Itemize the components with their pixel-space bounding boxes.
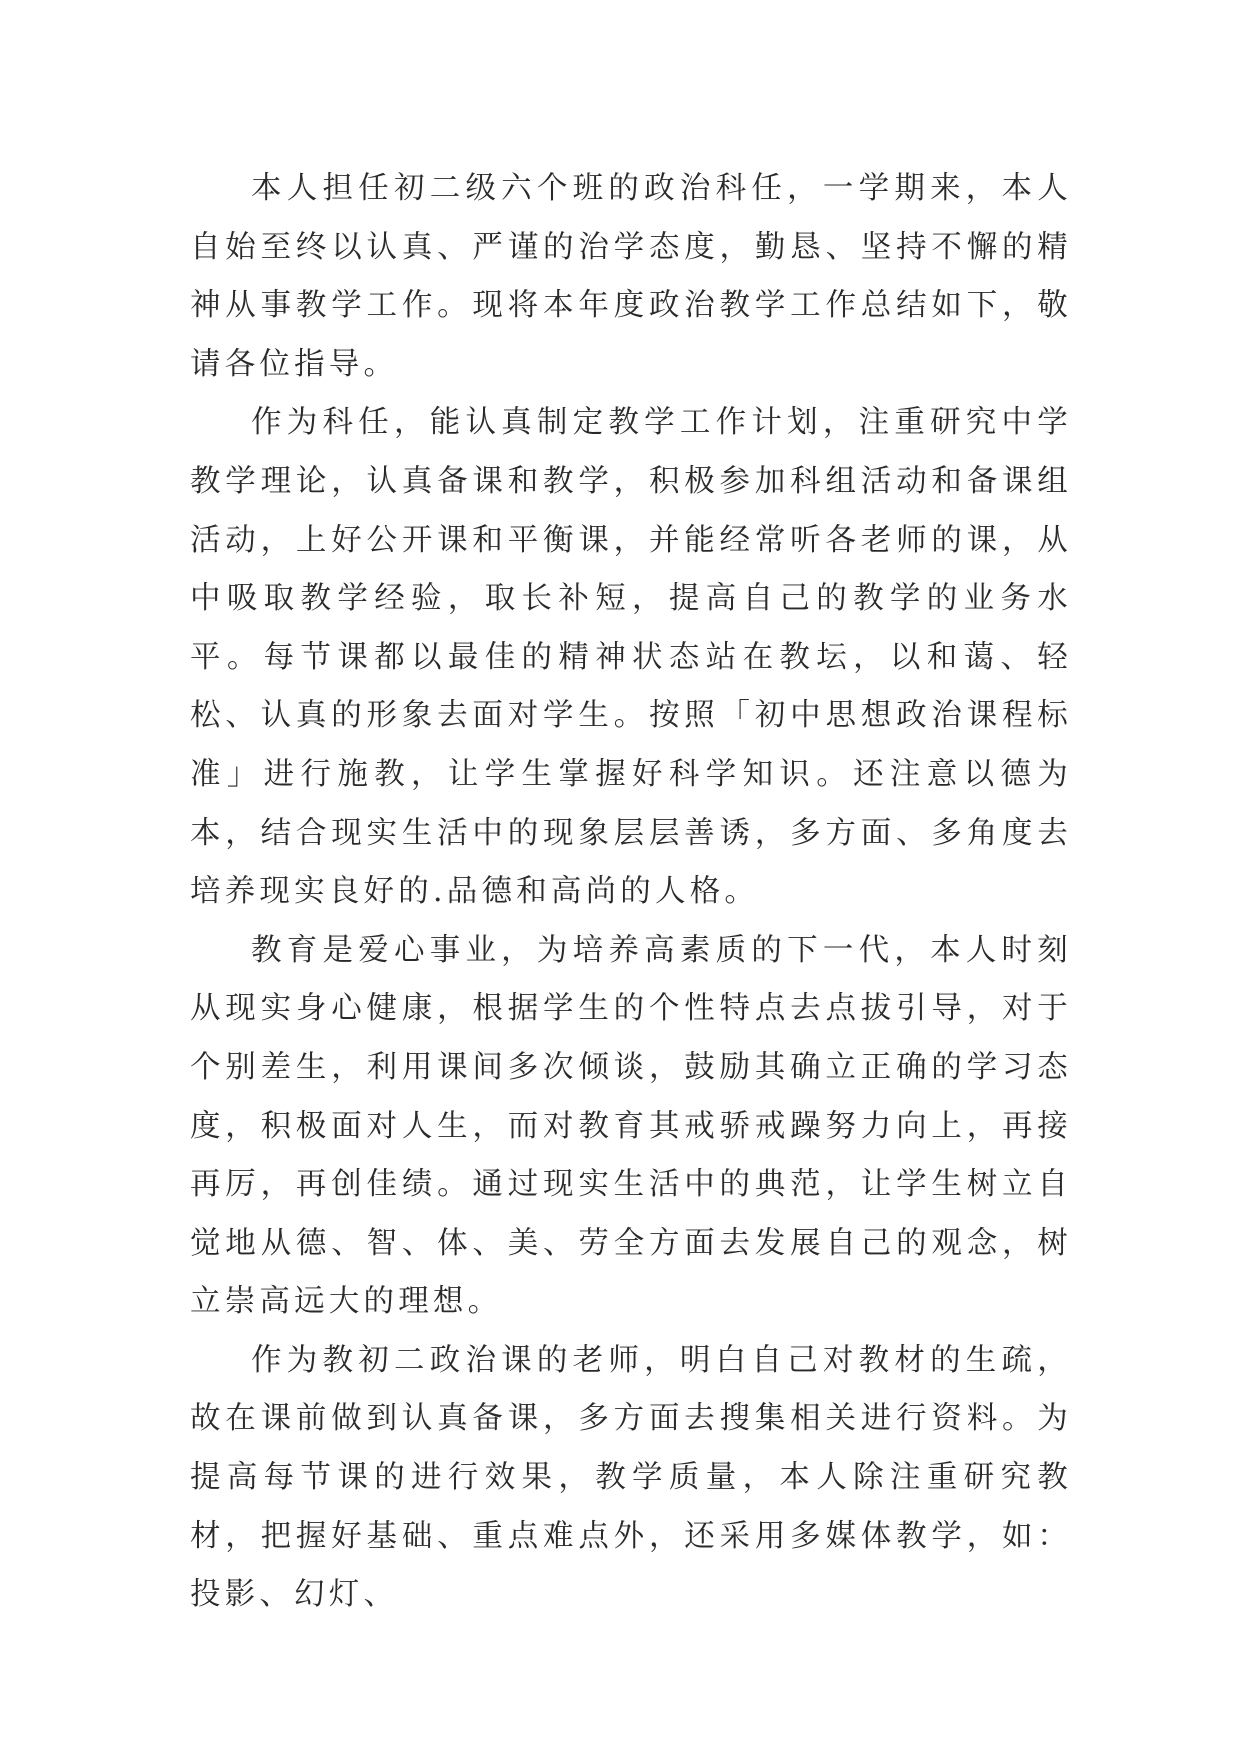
- paragraph-2: 作为科任，能认真制定教学工作计划，注重研究中学教学理论，认真备课和教学，积极参加科组活动和备课组活动，上好公开课和平衡课，并能经常听各老师的课，从中吸取教学经验，取长补短，提高自己的教学的业务水平。每节课都以最佳的精神状态站在教坛，以和蔼、轻松、认真的形象去面对学生。按照「初中思想政治课程标准」进行施教，让学生掌握好科学知识。还注意以德为本，结合现实生活中的现象层层善诱，多方面、多角度去培养现实良好的.品德和高尚的人格。: [190, 405, 1072, 910]
- paragraph-3: 教育是爱心事业，为培养高素质的下一代，本人时刻从现实身心健康，根据学生的个性特点去点拔引导，对于个别差生，利用课间多次倾谈，鼓励其确立正确的学习态度，积极面对人生，而对教育其戒骄戒躁努力向上，再接再厉，再创佳绩。通过现实生活中的典范，让学生树立自觉地从德、智、体、美、劳全方面去发展自己的观念，树立崇高远大的理想。: [190, 932, 1072, 1320]
- paragraph-4: 作为教初二政治课的老师，明白自己对教材的生疏，故在课前做到认真备课，多方面去搜集相关进行资料。为提高每节课的进行效果，教学质量，本人除注重研究教材，把握好基础、重点难点外，还采用多媒体教学，如：投影、幻灯、: [190, 1342, 1072, 1613]
- paragraph-1: 本人担任初二级六个班的政治科任，一学期来，本人自始至终以认真、严谨的治学态度，勤恳、坚持不懈的精神从事教学工作。现将本年度政治教学工作总结如下，敬请各位指导。: [190, 171, 1072, 382]
- document-body: [190, 160, 1072, 1625]
